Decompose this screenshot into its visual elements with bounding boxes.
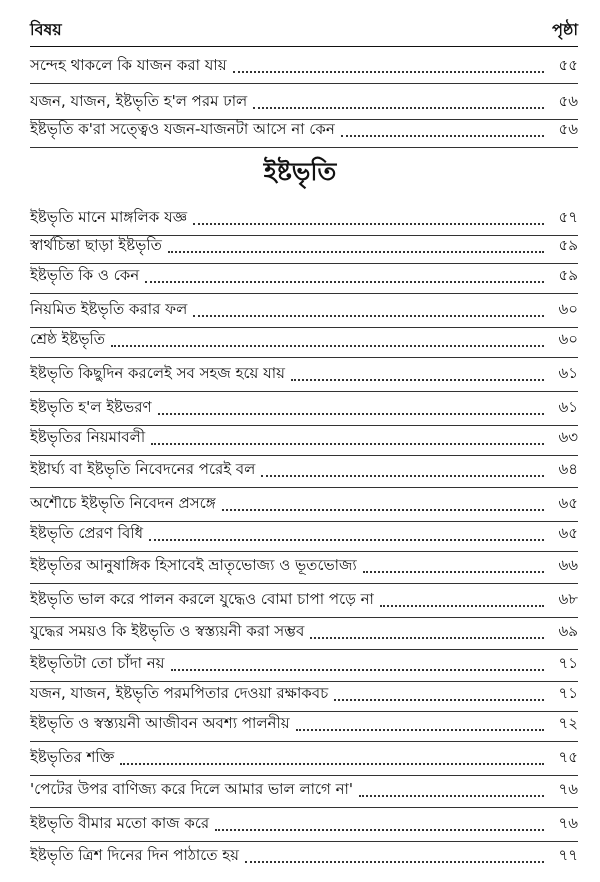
toc-entry: [30, 112, 578, 148]
dot-leader: [245, 861, 544, 863]
entry-page: ৬০: [558, 299, 578, 318]
entry-title: ইষ্টভৃতি বীমার মতো কাজ করে: [30, 813, 210, 832]
entry-title: শ্রেষ্ঠ ইষ্টভৃতি: [30, 329, 106, 348]
entry-page: ৬৩: [558, 427, 578, 446]
toc-entry: [30, 806, 578, 842]
entry-page: ৬৯: [558, 621, 578, 640]
entry-page: ৭৬: [558, 779, 578, 798]
entry-title: ইষ্টভৃতিটা তো চাঁদা নয়: [30, 653, 165, 672]
entry-title: ইষ্টভৃতি কি ও কেন: [30, 265, 140, 284]
toc-entry: [30, 420, 578, 456]
dot-leader: [359, 795, 544, 797]
entry-title: যুদ্ধের সময়ও কি ইষ্টভৃতি ও স্বস্ত্যয়নী করা সম্ভব: [30, 621, 305, 640]
dot-leader: [380, 605, 544, 607]
toc-entry: [30, 516, 578, 552]
entry-page: ৬৪: [558, 459, 578, 478]
entry-title: স্বার্থচিন্তা ছাড়া ইষ্টভৃতি: [30, 235, 162, 254]
dot-leader: [222, 509, 544, 511]
entry-title: নিয়মিত ইষ্টভৃতি করার ফল: [30, 299, 188, 318]
entry-page: ৬১: [558, 397, 578, 416]
entry-title: সন্দেহ থাকলে কি যাজন করা যায়: [30, 55, 227, 74]
dot-leader: [111, 345, 544, 347]
entry-page: ৫৯: [558, 235, 578, 254]
entry-page: ৬০: [558, 329, 578, 348]
dot-leader: [296, 729, 544, 731]
entry-title: ইষ্টভৃতি হ'ল ইষ্টভরণ: [30, 397, 152, 416]
entry-page: ৭১: [558, 683, 578, 702]
entry-page: ৭২: [558, 713, 578, 732]
entry-title: অশৌচে ইষ্টভৃতি নিবেদন প্রসঙ্গে: [30, 493, 216, 512]
entry-title: ইষ্টভৃতির আনুষাঙ্গিক হিসাবেই ভ্রাতৃভোজ্য ও ভূতভোজ্য: [30, 555, 357, 574]
entry-title: 'পেটের উপর বাণিজ্য করে দিলে আমার ভাল লাগে না': [30, 779, 354, 798]
entry-title: ইষ্টভৃতি ও স্বস্ত্যয়নী আজীবন অবশ্য পালনীয়: [30, 713, 290, 732]
dot-leader: [215, 829, 544, 831]
entry-title: ইষ্টভৃতি ভাল করে পালন করলে যুদ্ধেও বোমা চাপা পড়ে না: [30, 589, 374, 608]
entry-title: ইষ্টার্ঘ্য বা ইষ্টভৃতি নিবেদনের পরেই বল: [30, 459, 256, 478]
entry-page: ৬৮: [558, 589, 578, 608]
entry-page: ৭৭: [558, 845, 578, 864]
dot-leader: [233, 71, 544, 73]
toc-header: [30, 14, 578, 47]
toc-entry: [30, 48, 578, 84]
dot-leader: [145, 281, 544, 283]
dot-leader: [334, 699, 544, 701]
dot-leader: [253, 107, 544, 109]
entry-title: ইষ্টভৃতি মানে মাঙ্গলিক যজ্ঞ: [30, 207, 188, 226]
entry-title: ইষ্টভৃতি প্রেরণ বিধি: [30, 523, 143, 542]
entry-page: ৬১: [558, 363, 578, 382]
section-title: ইষ্টভৃতি: [263, 157, 337, 186]
entry-page: ৫৭: [558, 207, 578, 226]
dot-leader: [151, 443, 544, 445]
entry-title: যজন, যাজন, ইষ্টভৃতি হ'ল পরম ঢাল: [30, 91, 248, 110]
toc-entry: [30, 452, 578, 488]
dot-leader: [291, 379, 544, 381]
toc-entry: [30, 258, 578, 294]
entry-page: ৭৬: [558, 813, 578, 832]
entry-page: ৭৫: [558, 747, 578, 766]
entry-page: ৫৫: [558, 55, 578, 74]
dot-leader: [310, 637, 544, 639]
entry-title: ইষ্টভৃতির শক্তি: [30, 747, 115, 766]
entry-title: ইষ্টভৃতি কিছুদিন করলেই সব সহজ হয়ে যায়: [30, 363, 285, 382]
dot-leader: [261, 475, 544, 477]
toc-entry: [30, 356, 578, 392]
dot-leader: [193, 223, 544, 225]
dot-leader: [120, 763, 544, 765]
dot-leader: [171, 669, 545, 671]
dot-leader: [341, 135, 544, 137]
dot-leader: [168, 251, 544, 253]
entry-title: ইষ্টভৃতি ত্রিশ দিনের দিন পাঠাতে হয়: [30, 845, 239, 864]
dot-leader: [149, 539, 544, 541]
page-column-label: পৃষ্ঠা: [552, 19, 578, 39]
entry-page: ৬৫: [558, 493, 578, 512]
toc-entry: [30, 706, 578, 742]
entry-page: ৫৬: [558, 91, 578, 110]
toc-entry: [30, 548, 578, 584]
entry-page: ৫৯: [558, 265, 578, 284]
toc-entry: [30, 582, 578, 618]
dot-leader: [193, 315, 544, 317]
entry-page: ৬৬: [558, 555, 578, 574]
toc-entry: [30, 772, 578, 808]
dot-leader: [363, 571, 544, 573]
entry-page: ৭১: [558, 653, 578, 672]
entry-title: ইষ্টভৃতির নিয়মাবলী: [30, 427, 146, 446]
subject-column-label: বিষয়: [30, 19, 62, 39]
toc-entry: [30, 614, 578, 650]
entry-page: ৫৬: [558, 119, 578, 138]
entry-page: ৬৫: [558, 523, 578, 542]
entry-title: যজন, যাজন, ইষ্টভৃতি পরমপিতার দেওয়া রক্ষাকবচ: [30, 683, 329, 702]
toc-entry: [30, 838, 578, 874]
dot-leader: [158, 413, 544, 415]
toc-entry: [30, 740, 578, 776]
toc-entry: [30, 322, 578, 358]
entry-title: ইষ্টভৃতি ক'রা সত্ত্বেও যজন-যাজনটা আসে না কেন: [30, 119, 335, 138]
